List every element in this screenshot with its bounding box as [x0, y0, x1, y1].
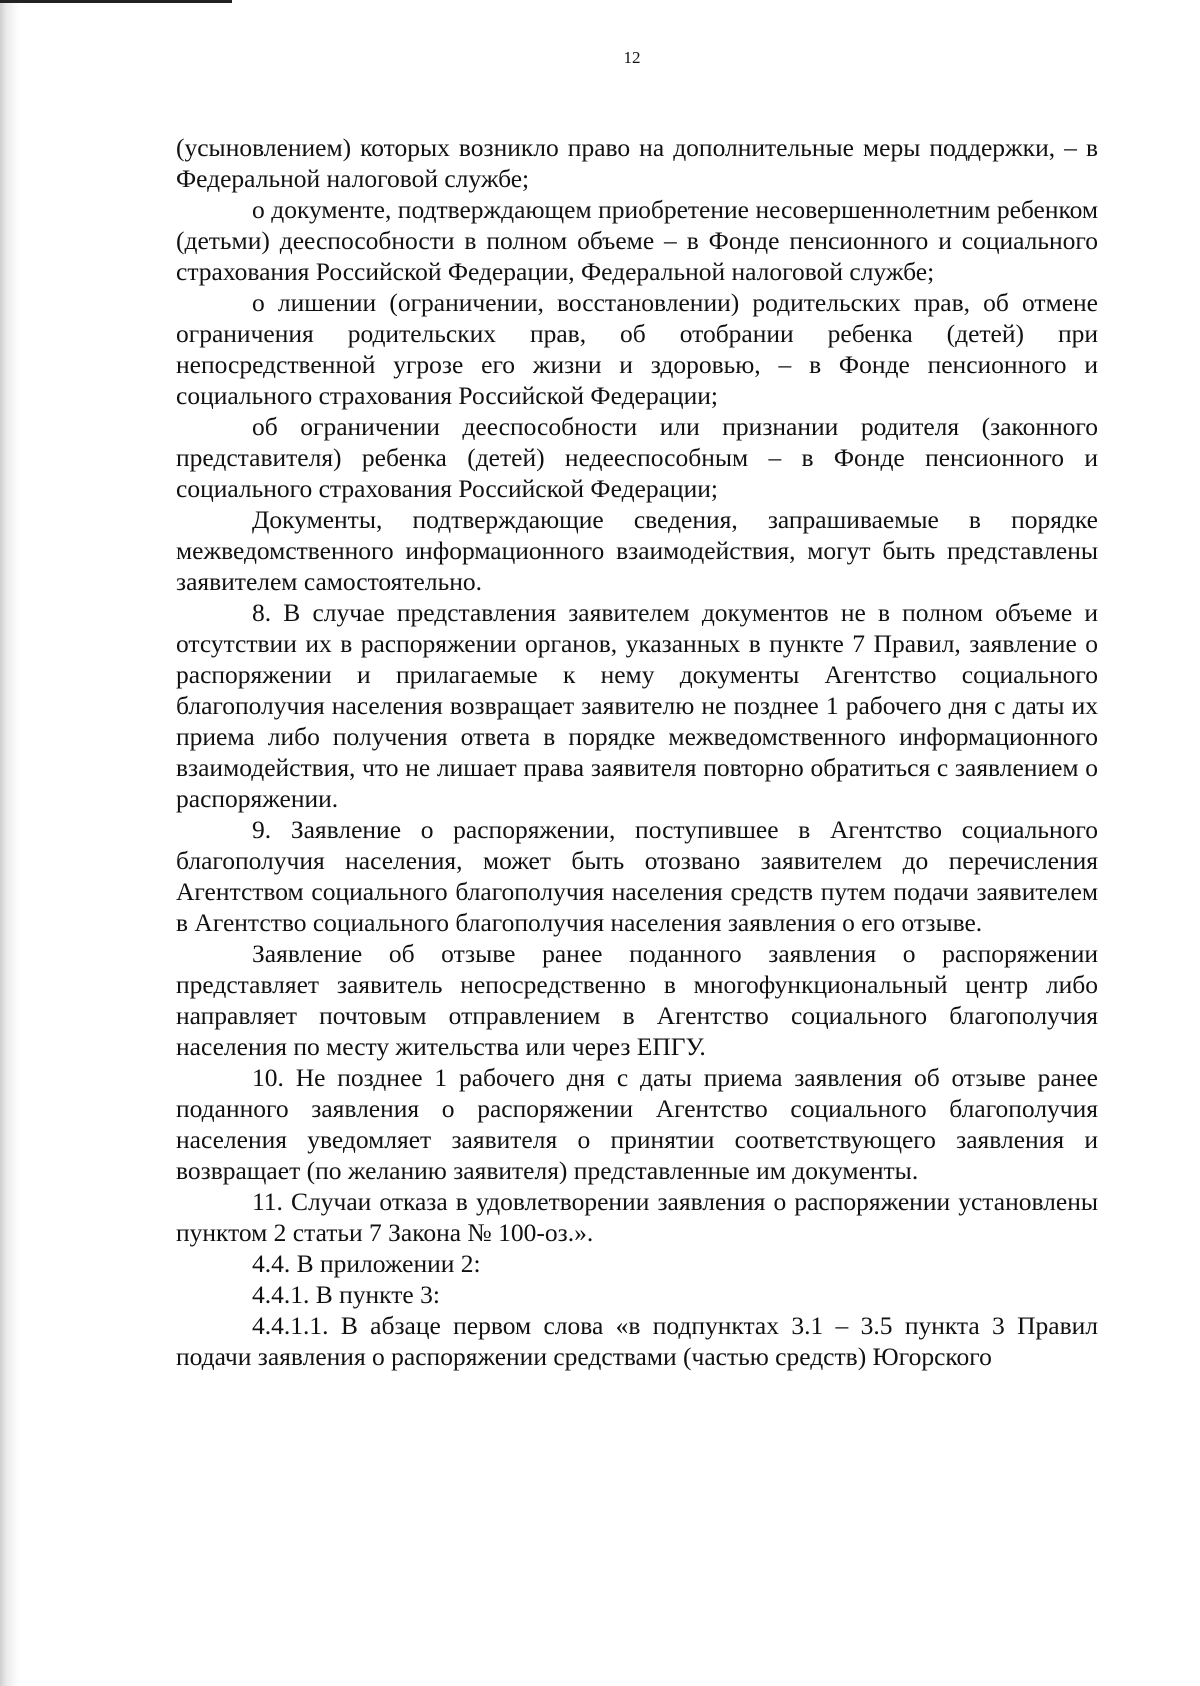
paragraph-item-10: 10. Не позднее 1 рабочего дня с даты приема заявления об отзыве ранее поданного заявления о распоряжении Агентство социального благополучия населения уведомляет заявителя о принятии соответствующего заявления и возвращает (по желанию заявителя) представленные им документы.	[176, 1063, 1098, 1185]
paragraph-item-9: 9. Заявление о распоряжении, поступившее в Агентство социального благополучия населения, может быть отозвано заявителем до перечисления Агентством социального благополучия населения средств путем подачи заявителем в Агентство социального благополучия населения заявления о его отзыве.	[176, 815, 1098, 937]
paragraph-documents-submitted: Документы, подтверждающие сведения, запрашиваемые в порядке межведомственного информационного взаимодействия, могут быть представлены заявителем самостоятельно.	[176, 505, 1098, 596]
paragraph-parental-rights: о лишении (ограничении, восстановлении) родительских прав, об отмене ограничения родительских прав, об отобрании ребенка (детей) при непосредственной угрозе его жизни и здоровью, – в Фонде пенсионного и социального страхования Российской Федерации;	[176, 288, 1098, 410]
paragraph-continuation: (усыновлением) которых возникло право на дополнительные меры поддержки, – в Федеральной налоговой службе;	[176, 133, 1098, 193]
paragraph-4-4-1: 4.4.1. В пункте 3:	[252, 1280, 440, 1309]
paragraph-withdrawal: Заявление об отзыве ранее поданного заявления о распоряжении представляет заявитель непосредственно в многофункциональный центр либо направляет почтовым отправлением в Агентство социального благополучия населения по месту жительства или через ЕПГУ.	[176, 939, 1098, 1061]
paragraph-item-8: 8. В случае представления заявителем документов не в полном объеме и отсутствии их в распоряжении органов, указанных в пункте 7 Правил, заявление о распоряжении и прилагаемые к нему документы Агентство социального благополучия населения возвращает заявителю не позднее 1 рабочего дня с даты их приема либо получения ответа в порядке межведомственного информационного взаимодействия, что не лишает права заявителя повторно обратиться с заявлением о распоряжении.	[176, 598, 1098, 813]
paragraph-4-4: 4.4. В приложении 2:	[252, 1249, 481, 1278]
page-number: 12	[623, 48, 641, 67]
paragraph-item-11: 11. Случаи отказа в удовлетворении заявления о распоряжении установлены пунктом 2 статьи 7 Закона № 100-оз.».	[176, 1187, 1098, 1247]
paragraph-4-4-1-1: 4.4.1.1. В абзаце первом слова «в подпунктах 3.1 – 3.5 пункта 3 Правил подачи заявления о распоряжении средствами (частью средств) Югорского	[176, 1311, 1098, 1371]
paragraph-capacity-document: о документе, подтверждающем приобретение несовершеннолетним ребенком (детьми) дееспособности в полном объеме – в Фонде пенсионного и социального страхования Российской Федерации, Федеральной налоговой службе;	[176, 195, 1098, 286]
document-body	[176, 132, 1098, 1372]
paragraph-legal-capacity: об ограничении дееспособности или признании родителя (законного представителя) ребенка (детей) недееспособным – в Фонде пенсионного и социального страхования Российской Федерации;	[176, 412, 1098, 503]
scan-left-edge	[0, 0, 20, 1686]
top-rule	[0, 0, 232, 3]
